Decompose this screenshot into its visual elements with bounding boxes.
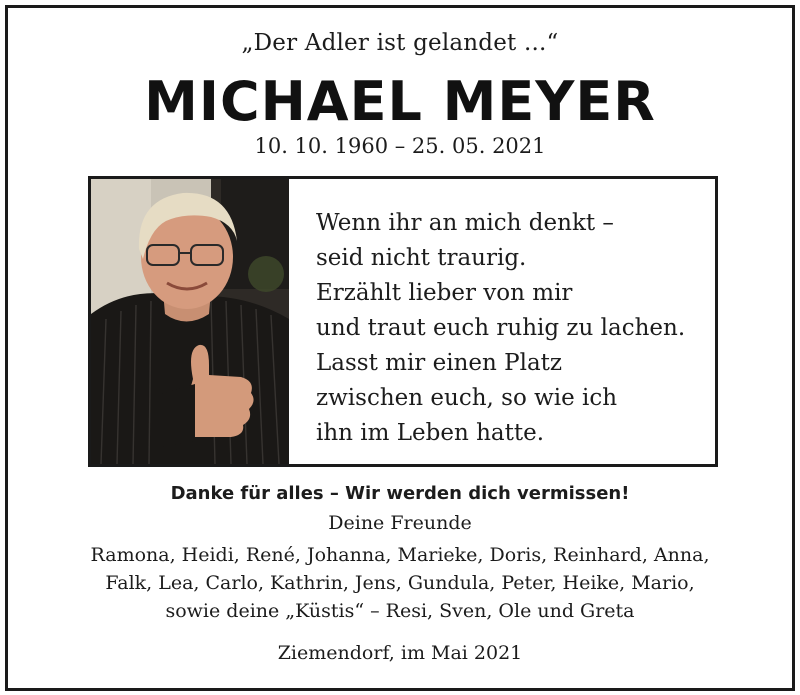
mourner-names: [8, 541, 792, 625]
photo-poem-panel: [88, 176, 718, 467]
names-line: Falk, Lea, Carlo, Kathrin, Jens, Gundula, Peter, Heike, Mario,: [105, 572, 695, 594]
poem-line: Lasst mir einen Platz: [316, 350, 563, 376]
friends-title: Deine Freunde: [328, 512, 472, 534]
quote: „Der Adler ist gelandet ...“: [241, 30, 559, 56]
poem-line: ihn im Leben hatte.: [316, 420, 545, 446]
poem-line: und traut euch ruhig zu lachen.: [316, 315, 686, 341]
obituary-frame: [5, 5, 795, 691]
portrait-photo: [91, 179, 289, 464]
poem-line: Erzählt lieber von mir: [316, 280, 573, 306]
poem-line: zwischen euch, so wie ich: [316, 385, 618, 411]
poem-line: seid nicht traurig.: [316, 245, 527, 271]
life-dates: 10. 10. 1960 – 25. 05. 2021: [254, 134, 546, 158]
poem: [316, 206, 685, 451]
names-line: Ramona, Heidi, René, Johanna, Marieke, Doris, Reinhard, Anna,: [90, 544, 710, 566]
names-line: sowie deine „Küstis“ – Resi, Sven, Ole und Greta: [165, 600, 635, 622]
poem-line: Wenn ihr an mich denkt –: [316, 210, 614, 236]
place-date: Ziemendorf, im Mai 2021: [277, 642, 523, 664]
deceased-name: MICHAEL MEYER: [144, 70, 656, 133]
portrait-illustration: [91, 179, 289, 464]
thanks-line: Danke für alles – Wir werden dich vermissen!: [170, 483, 630, 504]
